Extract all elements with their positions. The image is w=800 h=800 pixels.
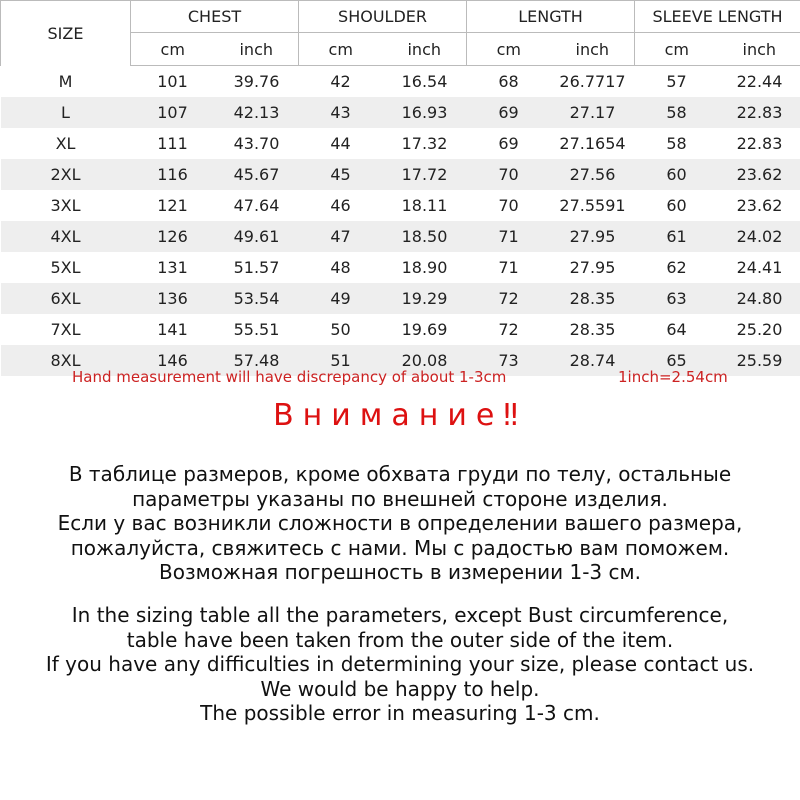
measurement-cell: 39.76 xyxy=(233,71,280,91)
table-row xyxy=(1,66,800,97)
measurement-cell: 42 xyxy=(330,71,351,91)
measurement-cell: 28.35 xyxy=(569,288,616,308)
size-label-cell: 8XL xyxy=(50,350,81,370)
size-label-cell: 2XL xyxy=(50,164,81,184)
measurement-cell: 63 xyxy=(666,288,687,308)
measurement-cell: 49 xyxy=(330,288,351,308)
measurement-cell: 107 xyxy=(157,102,188,122)
measurement-cell: 20.08 xyxy=(401,350,448,370)
russian-line: пожалуйста, свяжитесь с нами. Мы с радостью вам поможем. xyxy=(70,535,730,560)
table-row xyxy=(1,159,800,190)
size-label-cell: 5XL xyxy=(50,257,81,277)
measurement-cell: 23.62 xyxy=(736,195,783,215)
measurement-cell: 24.02 xyxy=(736,226,783,246)
unit-header: inch xyxy=(551,33,635,66)
measurement-cell: 27.1654 xyxy=(559,133,626,153)
measurement-cell: 57 xyxy=(666,71,687,91)
size-chart-table xyxy=(0,0,800,376)
inch-conversion-note: 1inch=2.54cm xyxy=(618,368,728,386)
size-label-cell: L xyxy=(61,102,70,122)
measurement-cell: 43 xyxy=(330,102,351,122)
measurement-cell: 24.80 xyxy=(736,288,783,308)
measurement-cell: 28.74 xyxy=(569,350,616,370)
length-header: LENGTH xyxy=(467,1,635,33)
unit-header: cm xyxy=(467,33,551,66)
measurement-cell: 62 xyxy=(666,257,687,277)
measurement-cell: 58 xyxy=(666,102,687,122)
unit-header: inch xyxy=(719,33,800,66)
measurement-cell: 16.54 xyxy=(401,71,448,91)
measurement-cell: 58 xyxy=(666,133,687,153)
sleeve-length-header: SLEEVE LENGTH xyxy=(635,1,800,33)
russian-line: В таблице размеров, кроме обхвата груди по телу, остальные xyxy=(68,462,732,486)
english-line: If you have any difficulties in determining your size, please contact us. xyxy=(45,652,755,676)
measurement-cell: 19.69 xyxy=(401,319,448,339)
measurement-cell: 24.41 xyxy=(736,257,783,277)
discrepancy-note: Hand measurement will have discrepancy of about 1-3cm xyxy=(72,368,507,386)
measurement-cell: 61 xyxy=(666,226,687,246)
measurement-cell: 55.51 xyxy=(233,319,280,339)
russian-line: параметры указаны по внешней стороне изделия. xyxy=(132,486,668,511)
measurement-cell: 57.48 xyxy=(233,350,280,370)
measurement-cell: 22.83 xyxy=(736,102,783,122)
measurement-cell: 28.35 xyxy=(569,319,616,339)
english-line: In the sizing table all the parameters, except Bust circumference, xyxy=(71,603,729,627)
measurement-notes xyxy=(0,366,800,390)
measurement-cell: 18.50 xyxy=(401,226,448,246)
size-table-body xyxy=(1,66,800,376)
measurement-cell: 27.56 xyxy=(569,164,616,184)
measurement-cell: 101 xyxy=(157,71,188,91)
measurement-cell: 45.67 xyxy=(233,164,280,184)
measurement-cell: 69 xyxy=(498,133,519,153)
measurement-cell: 141 xyxy=(157,319,188,339)
unit-header: cm xyxy=(131,33,215,66)
measurement-cell: 46 xyxy=(330,195,351,215)
size-label-cell: 6XL xyxy=(50,288,81,308)
measurement-cell: 71 xyxy=(498,257,519,277)
measurement-cell: 131 xyxy=(157,257,188,277)
unit-header: inch xyxy=(215,33,299,66)
measurement-cell: 23.62 xyxy=(736,164,783,184)
measurement-cell: 19.29 xyxy=(401,288,448,308)
size-label-cell: XL xyxy=(55,133,76,153)
russian-instructions xyxy=(0,462,800,585)
measurement-cell: 68 xyxy=(498,71,519,91)
measurement-cell: 49.61 xyxy=(233,226,280,246)
measurement-cell: 60 xyxy=(666,195,687,215)
measurement-cell: 42.13 xyxy=(233,102,280,122)
measurement-cell: 25.59 xyxy=(736,350,783,370)
measurement-cell: 72 xyxy=(498,288,519,308)
measurement-cell: 27.5591 xyxy=(559,195,626,215)
shoulder-header: SHOULDER xyxy=(299,1,467,33)
size-label-cell: 4XL xyxy=(50,226,81,246)
measurement-cell: 44 xyxy=(330,133,351,153)
measurement-cell: 18.90 xyxy=(401,257,448,277)
measurement-cell: 64 xyxy=(666,319,687,339)
table-row xyxy=(1,221,800,252)
measurement-cell: 16.93 xyxy=(401,102,448,122)
measurement-cell: 27.95 xyxy=(569,226,616,246)
unit-header: cm xyxy=(635,33,719,66)
measurement-cell: 126 xyxy=(157,226,188,246)
size-label-cell: 3XL xyxy=(50,195,81,215)
measurement-cell: 50 xyxy=(330,319,351,339)
measurement-cell: 25.20 xyxy=(736,319,783,339)
measurement-cell: 70 xyxy=(498,195,519,215)
unit-header: inch xyxy=(383,33,467,66)
measurement-cell: 26.7717 xyxy=(559,71,626,91)
measurement-cell: 146 xyxy=(157,350,188,370)
measurement-cell: 27.95 xyxy=(569,257,616,277)
russian-line: Возможная погрешность в измерении 1-3 см. xyxy=(159,560,641,584)
measurement-cell: 65 xyxy=(666,350,687,370)
measurement-cell: 47 xyxy=(330,226,351,246)
measurement-cell: 121 xyxy=(157,195,188,215)
measurement-cell: 71 xyxy=(498,226,519,246)
table-row xyxy=(1,97,800,128)
english-instructions xyxy=(0,603,800,726)
measurement-cell: 51 xyxy=(330,350,351,370)
russian-line: Если у вас возникли сложности в определении вашего размера, xyxy=(57,511,743,535)
measurement-cell: 111 xyxy=(157,133,188,153)
unit-header: cm xyxy=(299,33,383,66)
measurement-cell: 136 xyxy=(157,288,188,308)
size-label-cell: 7XL xyxy=(50,319,81,339)
english-line: We would be happy to help. xyxy=(260,676,540,701)
measurement-cell: 53.54 xyxy=(233,288,280,308)
chest-header: CHEST xyxy=(131,1,299,33)
measurement-cell: 73 xyxy=(498,350,519,370)
measurement-cell: 48 xyxy=(330,257,351,277)
size-label-cell: M xyxy=(58,71,73,91)
english-line: table have been taken from the outer side of the item. xyxy=(126,627,674,652)
measurement-cell: 17.32 xyxy=(401,133,448,153)
table-row xyxy=(1,128,800,159)
measurement-cell: 18.11 xyxy=(401,195,448,215)
measurement-cell: 17.72 xyxy=(401,164,448,184)
measurement-cell: 69 xyxy=(498,102,519,122)
measurement-cell: 116 xyxy=(157,164,188,184)
table-row xyxy=(1,190,800,221)
measurement-cell: 60 xyxy=(666,164,687,184)
table-row xyxy=(1,252,800,283)
measurement-cell: 27.17 xyxy=(569,102,616,122)
measurement-cell: 72 xyxy=(498,319,519,339)
measurement-cell: 45 xyxy=(330,164,351,184)
size-column-header: SIZE xyxy=(1,1,131,66)
measurement-cell: 22.83 xyxy=(736,133,783,153)
english-line: The possible error in measuring 1-3 cm. xyxy=(200,701,600,725)
attention-heading: Внимание‼ xyxy=(273,398,527,433)
measurement-cell: 22.44 xyxy=(736,71,783,91)
measurement-cell: 51.57 xyxy=(233,257,280,277)
measurement-cell: 43.70 xyxy=(233,133,280,153)
table-row xyxy=(1,314,800,345)
measurement-cell: 70 xyxy=(498,164,519,184)
table-row xyxy=(1,283,800,314)
measurement-cell: 47.64 xyxy=(233,195,280,215)
